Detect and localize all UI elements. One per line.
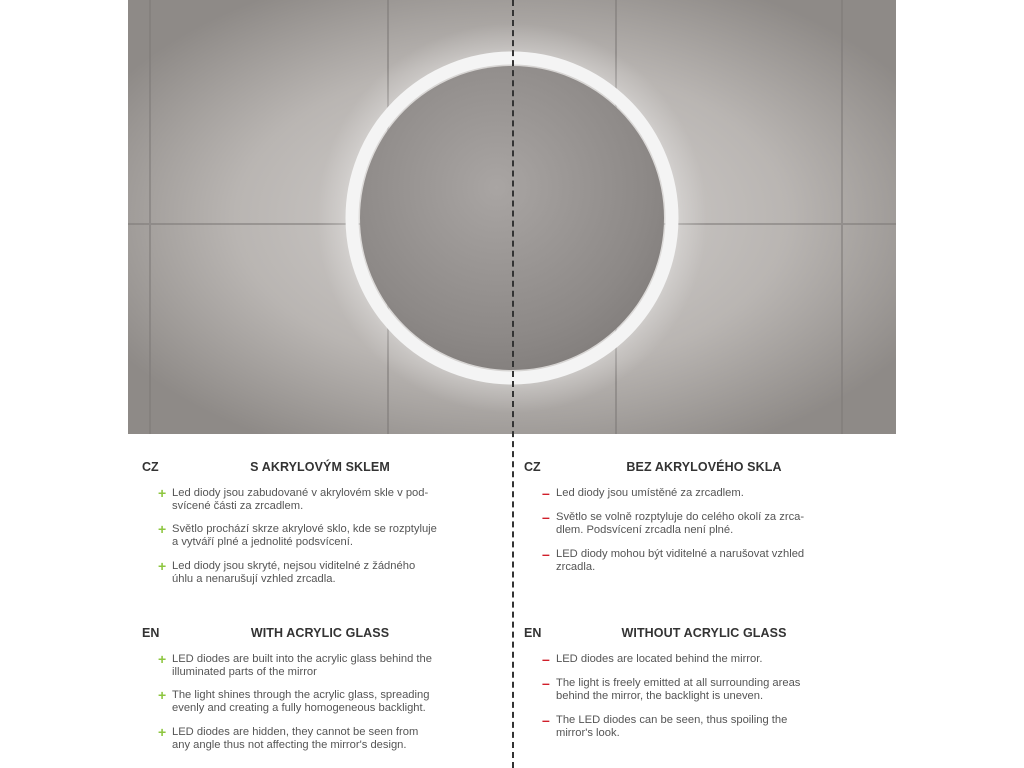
list-item [542,651,886,667]
minus-icon: – [542,651,550,667]
list-item [158,485,492,512]
item-text: LED diodes are located behind the mirror. [556,653,763,665]
list-item [158,651,492,678]
list-item [542,712,886,739]
heading-with-acrylic-en: WITH ACRYLIC GLASS [250,626,390,640]
plus-icon: + [158,651,167,667]
list-item [542,485,886,501]
list-item [158,724,492,751]
list-item [158,521,492,548]
item-text: LED diodes are hidden, they cannot be seen from any angle thus not affecting the mirror's design. [172,726,419,751]
item-text: Světlo prochází skrze akrylové sklo, kde se rozptyluje a vytváří plné a jednolité podsvícení. [172,523,437,548]
with-acrylic-column [128,0,498,768]
item-text: Led diody jsou skryté, nejsou viditelné z žádného úhlu a nenarušují vzhled zrcadla. [172,560,416,585]
plus-icon: + [158,485,167,501]
list-item [542,675,886,702]
heading-with-acrylic-cz: S AKRYLOVÝM SKLEM [250,460,390,474]
item-text: The LED diodes can be seen, thus spoiling the mirror's look. [556,714,788,739]
item-text: LED diody mohou být viditelné a narušovat vzhled zrcadla. [556,548,805,573]
list-item [158,687,492,714]
heading-without-acrylic-cz: BEZ AKRYLOVÉHO SKLA [626,460,782,474]
heading-without-acrylic-en: WITHOUT ACRYLIC GLASS [621,626,787,640]
item-text: The light shines through the acrylic glass, spreading evenly and creating a fully homogeneous backlight. [172,689,430,714]
minus-icon: – [542,546,550,562]
without-acrylic-column [512,0,882,768]
lang-label-cz: CZ [142,460,159,474]
item-text: Led diody jsou zabudované v akrylovém skle v pod- svícené části za zrcadlem. [172,487,429,512]
plus-icon: + [158,724,167,740]
minus-icon: – [542,712,550,728]
item-text: LED diodes are built into the acrylic glass behind the illuminated parts of the mirror [172,653,432,678]
minus-icon: – [542,485,550,501]
minus-icon: – [542,675,550,691]
minus-icon: – [542,509,550,525]
item-text: The light is freely emitted at all surrounding areas behind the mirror, the backlight is uneven. [556,677,801,702]
plus-icon: + [158,521,167,537]
item-text: Světlo se volně rozptyluje do celého okolí za zrca- dlem. Podsvícení zrcadla není plné. [556,511,805,536]
list-item [542,546,886,573]
lang-label-en: EN [142,626,160,640]
item-text: Led diody jsou umístěné za zrcadlem. [556,487,744,499]
lang-label-en: EN [524,626,542,640]
list-item [542,509,886,536]
plus-icon: + [158,687,167,703]
lang-label-cz: CZ [524,460,541,474]
plus-icon: + [158,558,167,574]
list-item [158,558,492,585]
